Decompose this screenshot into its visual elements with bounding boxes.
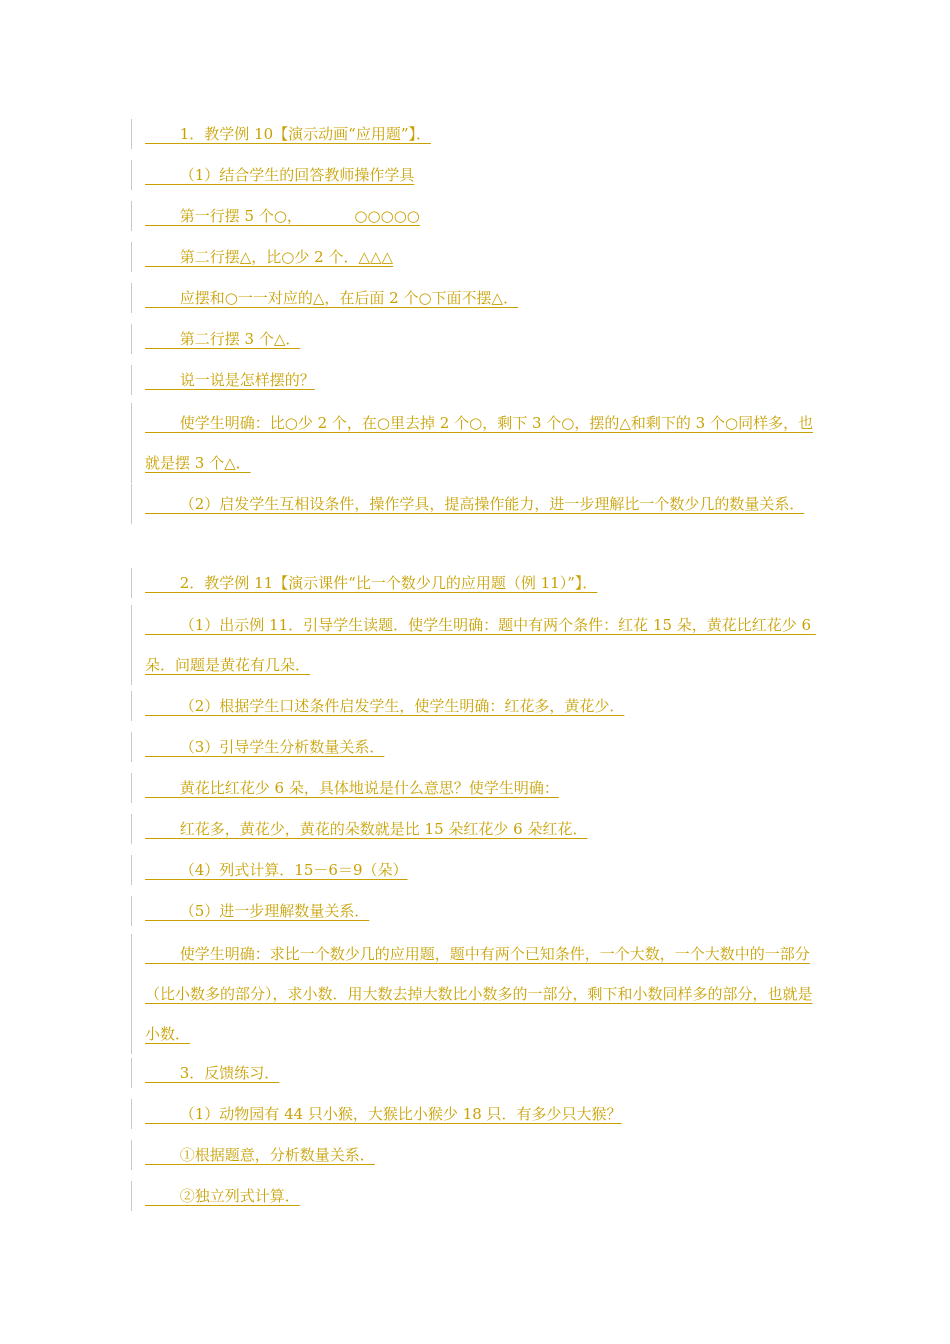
paragraph-text: （1）动物园有 44 只小猴，大猴比小猴少 18 只．有多少只大猴？: [145, 1105, 622, 1123]
paragraph-text: （1）结合学生的回答教师操作学具: [145, 166, 415, 184]
paragraph-show-example: [131, 605, 825, 685]
paragraph-text: （5）进一步理解数量关系．: [145, 902, 370, 920]
paragraph-step-1: [131, 160, 825, 190]
paragraph-example-10: [131, 119, 825, 149]
paragraph-text: 第一行摆 5 个○， ○○○○○: [145, 207, 420, 225]
paragraph-text: 红花多，黄花少，黄花的朵数就是比 15 朵红花少 6 朵红花．: [145, 820, 588, 838]
paragraph-step-2: [131, 484, 825, 524]
paragraph-text: ②独立列式计算．: [145, 1187, 300, 1205]
paragraph-row-2: [131, 242, 825, 272]
paragraph-explanation: [131, 403, 825, 483]
paragraph-text: 说一说是怎样摆的？: [145, 371, 315, 389]
paragraph-text: 第二行摆 3 个△．: [145, 330, 301, 348]
paragraph-solve: [131, 1181, 825, 1211]
paragraph-text: 使学生明确：求比一个数少几的应用题，题中有两个已知条件，一个大数，一个大数中的一部分（比小数多的部分），求小数．用大数去掉大数比小数多的一部分，剩下和小数同样多的部分，也就是小数．: [145, 945, 813, 1043]
paragraph-monkey-problem: [131, 1099, 825, 1129]
paragraph-practice: [131, 1058, 825, 1088]
paragraph-text: 1．教学例 10【演示动画“应用题”】．: [145, 125, 432, 143]
paragraph-summary: [131, 934, 825, 1054]
paragraph-row-1: [131, 201, 825, 231]
paragraph-correspondence: [131, 283, 825, 313]
paragraph-flower-count: [131, 814, 825, 844]
paragraph-text: 第二行摆△，比○少 2 个．△△△: [145, 248, 394, 266]
paragraph-conditions: [131, 691, 825, 721]
paragraph-text: （2）根据学生口述条件启发学生，使学生明确：红花多，黄花少．: [145, 697, 625, 715]
paragraph-calculation: [131, 855, 825, 885]
paragraph-analyze: [131, 1140, 825, 1170]
paragraph-row-2-result: [131, 324, 825, 354]
paragraph-text: （2）启发学生互相设条件，操作学具，提高操作能力，进一步理解比一个数少几的数量关系．: [145, 495, 805, 513]
paragraph-text: （4）列式计算．15－6＝9（朵）: [145, 861, 408, 879]
paragraph-question: [131, 365, 825, 395]
paragraph-example-11: [131, 568, 825, 598]
paragraph-text: 应摆和○一一对应的△，在后面 2 个○下面不摆△．: [145, 289, 519, 307]
paragraph-step-5: [131, 896, 825, 926]
paragraph-text: 3．反馈练习．: [145, 1064, 280, 1082]
paragraph-text: ①根据题意，分析数量关系．: [145, 1146, 375, 1164]
paragraph-text: 使学生明确：比○少 2 个，在○里去掉 2 个○，剩下 3 个○，摆的△和剩下的 3 个○同样多，也就是摆 3 个△．: [145, 414, 814, 472]
paragraph-text: （1）出示例 11．引导学生读题．使学生明确：题中有两个条件：红花 15 朵，黄花比红花少 6 朵．问题是黄花有几朵．: [145, 616, 816, 674]
paragraph-meaning: [131, 773, 825, 803]
paragraph-text: 黄花比红花少 6 朵，具体地说是什么意思？使学生明确：: [145, 779, 559, 797]
paragraph-analysis: [131, 732, 825, 762]
paragraph-text: （3）引导学生分析数量关系．: [145, 738, 385, 756]
paragraph-text: 2．教学例 11【演示课件“比一个数少几的应用题（例 11）”】．: [145, 574, 598, 592]
